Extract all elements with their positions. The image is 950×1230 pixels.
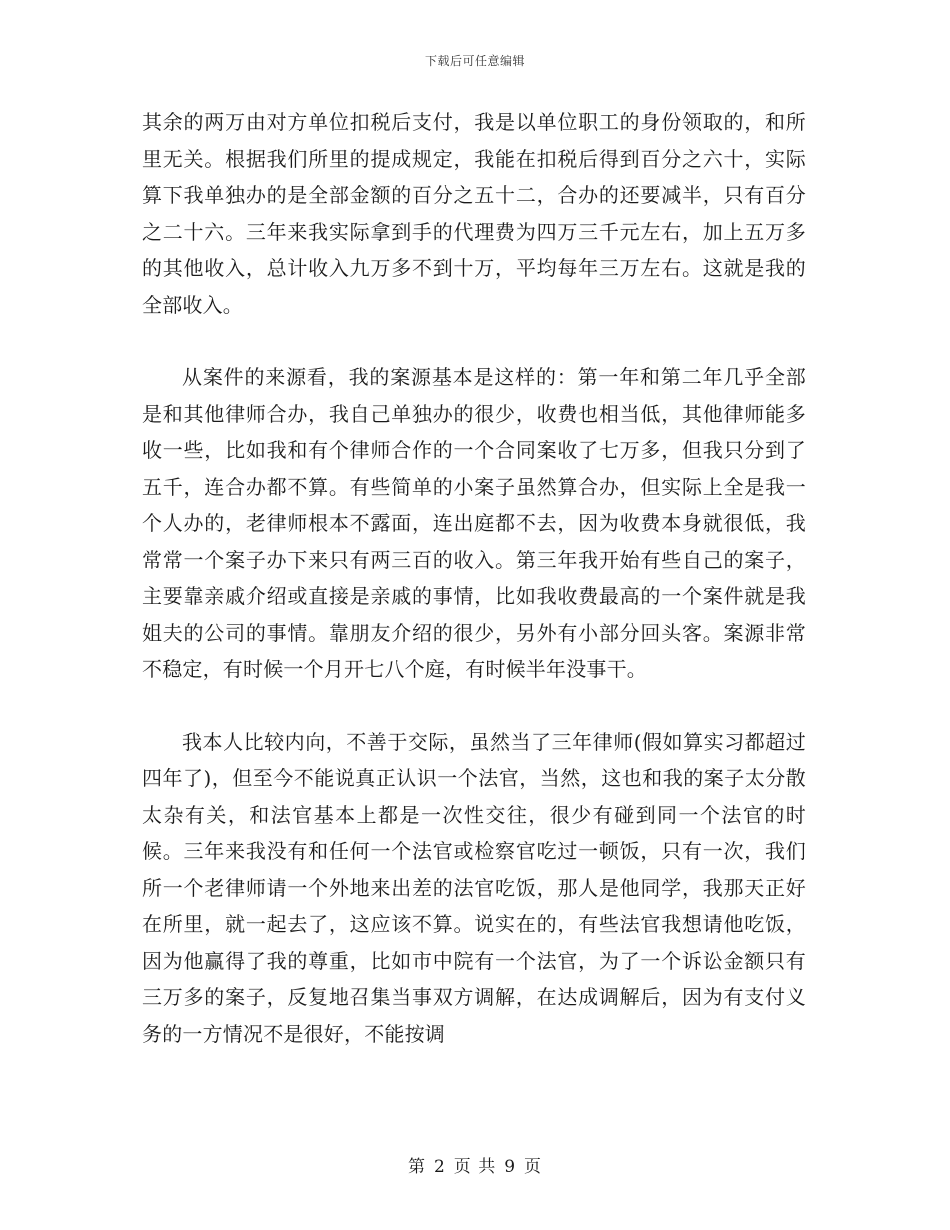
current-page-number: 2	[433, 1157, 446, 1177]
paragraph-1: 其余的两万由对方单位扣税后支付，我是以单位职工的身份领取的，和所里无关。根据我们所里的提成规定，我能在扣税后得到百分之六十，实际算下我单独办的是全部金额的百分之五十二，合办的还要减半，只有百分之二十六。三年来我实际拿到手的代理费为四万三千元左右，加上五万多的其他收入，总计收入九万多不到十万，平均每年三万左右。这就是我的全部收入。	[142, 110, 806, 317]
page-header: 下载后可任意编辑	[424, 54, 525, 68]
document-body	[142, 104, 806, 1052]
footer-prefix: 第	[407, 1157, 426, 1177]
footer-suffix: 页	[524, 1157, 543, 1177]
paragraph-2: 从案件的来源看，我的案源基本是这样的：第一年和第二年几乎全部是和其他律师合办，我自己单独办的很少，收费也相当低，其他律师能多收一些，比如我和有个律师合作的一个合同案收了七万多，但我只分到了五千，连合办都不算。有些简单的小案子虽然算合办，但实际上全是我一个人办的，老律师根本不露面，连出庭都不去，因为收费本身就很低，我常常一个案子办下来只有两三百的收入。第三年我开始有些自己的案子，主要靠亲戚介绍或直接是亲戚的事情，比如我收费最高的一个案件就是我姐夫的公司的事情。靠朋友介绍的很少，另外有小部分回头客。案源非常不稳定，有时候一个月开七八个庭，有时候半年没事干。	[142, 365, 806, 681]
page-footer	[0, 1152, 950, 1177]
total-page-number: 9	[504, 1157, 517, 1177]
paragraph-3: 我本人比较内向，不善于交际，虽然当了三年律师(假如算实习都超过四年了)，但至今不能说真正认识一个法官，当然，这也和我的案子太分散太杂有关，和法官基本上都是一次性交往，很少有碰到同一个法官的时候。三年来我没有和任何一个法官或检察官吃过一顿饭，只有一次，我们所一个老律师请一个外地来出差的法官吃饭，那人是他同学，我那天正好在所里，就一起去了，这应该不算。说实在的，有些法官我想请他吃饭，因为他赢得了我的尊重，比如市中院有一个法官，为了一个诉讼金额只有三万多的案子，反复地召集当事双方调解，在达成调解后，因为有支付义务的一方情况不是很好，不能按调	[142, 729, 806, 1046]
footer-middle: 页 共	[453, 1157, 497, 1177]
